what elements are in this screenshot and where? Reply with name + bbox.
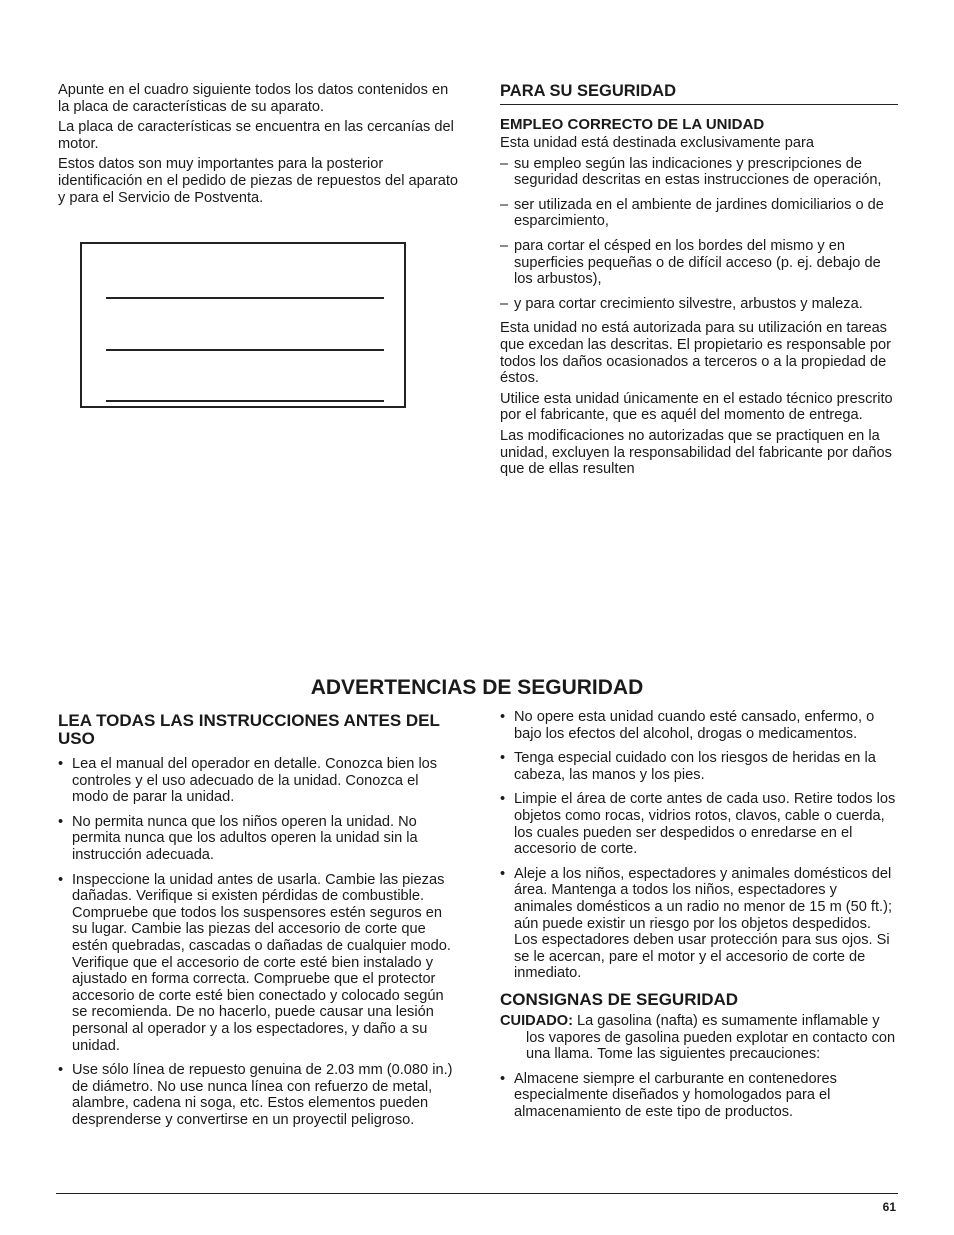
list-item: • Aleje a los niños, espectadores y animales domésticos del área. Mantenga a todos los niños, espectadores y animales domésticos a un radio no menor de 15 m (50 ft.); aún puede existir un riesgo por los objetos despedidos. Los espectadores deben usar protección para sus ojos. Si se le acercan, pare el motor y el accesorio de corte de inmediato. — [500, 866, 898, 982]
nameplate-intro — [58, 82, 458, 210]
nameplate-field-line — [106, 400, 384, 402]
list-item: • Lea el manual del operador en detalle. Conozca bien los controles y el uso adecuado de la unidad. Conozca el modo de parar la unidad. — [58, 756, 458, 806]
list-item: • Almacene siempre el carburante en contenedores especialmente diseñados y homologados para el almacenamiento de este tipo de productos. — [500, 1071, 898, 1121]
list-item: • No permita nunca que los niños operen la unidad. No permita nunca que los adultos operen la unidad sin la instrucción adecuada. — [58, 814, 458, 864]
list-item: – su empleo según las indicaciones y prescripciones de seguridad descritas en estas instrucciones de operación, — [500, 156, 898, 189]
page-number: 61 — [882, 1200, 896, 1214]
caution-label: CUIDADO: — [500, 1012, 573, 1029]
nameplate-data-box — [80, 242, 406, 408]
safety-paragraph: Las modificaciones no autorizadas que se practiquen en la unidad, excluyen la responsabilidad del fabricante por daños que de ellas resulten — [500, 427, 892, 478]
intro-paragraph: Apunte en el cuadro siguiente todos los datos contenidos en la placa de características de su aparato. — [58, 82, 449, 115]
nameplate-field-line — [106, 349, 384, 351]
warnings-list-left — [58, 756, 458, 1128]
safety-lead: Esta unidad está destinada exclusivamente para — [500, 135, 814, 151]
list-item: • Tenga especial cuidado con los riesgos de heridas en la cabeza, las manos y los pies. — [500, 750, 898, 783]
list-item: – para cortar el césped en los bordes del mismo y en superficies pequeñas o de difícil acceso (p. ej. debajo de los arbustos), — [500, 238, 898, 288]
warnings-left-column — [58, 712, 458, 1136]
intro-paragraph: La placa de características se encuentra en las cercanías del motor. — [58, 119, 454, 152]
safety-paragraph: Utilice esta unidad únicamente en el estado técnico prescrito por el fabricante, que es aquél del momento de entrega. — [500, 390, 893, 424]
warnings-right-column — [500, 709, 898, 1128]
list-item: • No opere esta unidad cuando esté cansado, enfermo, o bajo los efectos del alcohol, drogas o medicamentos. — [500, 709, 898, 742]
list-item: • Use sólo línea de repuesto genuina de 2.03 mm (0.080 in.) de diámetro. No use nunca línea con refuerzo de metal, alambre, cadena ni soga, etc. Estos elementos pueden desprenderse y convertirse en un proyectil peligroso. — [58, 1062, 458, 1128]
safety-instructions-list — [500, 1071, 898, 1121]
subheading-correct-use: EMPLEO CORRECTO DE LA UNIDAD — [500, 116, 765, 133]
footer-divider — [56, 1193, 898, 1194]
safety-section — [500, 82, 898, 482]
safety-paragraph: Esta unidad no está autorizada para su utilización en tareas que excedan las descritas. El propietario es responsable por todos los daños ocasionados a terceros o a la propiedad de éstos. — [500, 320, 892, 387]
intro-paragraph: Estos datos son muy importantes para la posterior identificación en el pedido de piezas de repuestos del aparato y para el Servicio de Postventa. — [58, 156, 458, 206]
section-heading-safety-instructions: CONSIGNAS DE SEGURIDAD — [500, 989, 739, 1009]
caution-text: La gasolina (nafta) es sumamente inflamable y los vapores de gasolina pueden explotar en contacto con una llama. Tome las siguientes precauciones: — [526, 1012, 896, 1063]
list-item: – ser utilizada en el ambiente de jardines domiciliarios o de esparcimiento, — [500, 197, 898, 230]
nameplate-field-line — [106, 297, 384, 299]
page-title: ADVERTENCIAS DE SEGURIDAD — [310, 676, 644, 699]
section-heading-read-all: LEA TODAS LAS INSTRUCCIONES ANTES DEL USO — [58, 711, 440, 748]
list-item: – y para cortar crecimiento silvestre, arbustos y maleza. — [500, 296, 898, 313]
correct-use-list — [500, 156, 898, 313]
warnings-list-right — [500, 709, 898, 982]
list-item: • Limpie el área de corte antes de cada uso. Retire todos los objetos como rocas, vidrios rotos, clavos, cable o cuerda, los cuales pueden ser despedidos o enredarse en el accesorio de corte. — [500, 791, 898, 857]
caution-paragraph — [500, 1013, 898, 1063]
list-item: • Inspeccione la unidad antes de usarla. Cambie las piezas dañadas. Verifique si existen pérdidas de combustible. Compruebe que todos los suspensores estén seguros en su lugar. Cambie las piezas del accesorio de corte que estén quebradas, cascadas o dañadas de cualquier modo. Verifique que el accesorio de corte esté bien instalado y ajustado en forma correcta. Compruebe que el protector accesorio de corte esté bien conectado y colocado según se recomienda. De no hacerlo, puede causar una lesión personal al operador y a los espectadores, y daño a su unidad. — [58, 872, 458, 1055]
section-heading-safety: PARA SU SEGURIDAD — [500, 82, 898, 105]
